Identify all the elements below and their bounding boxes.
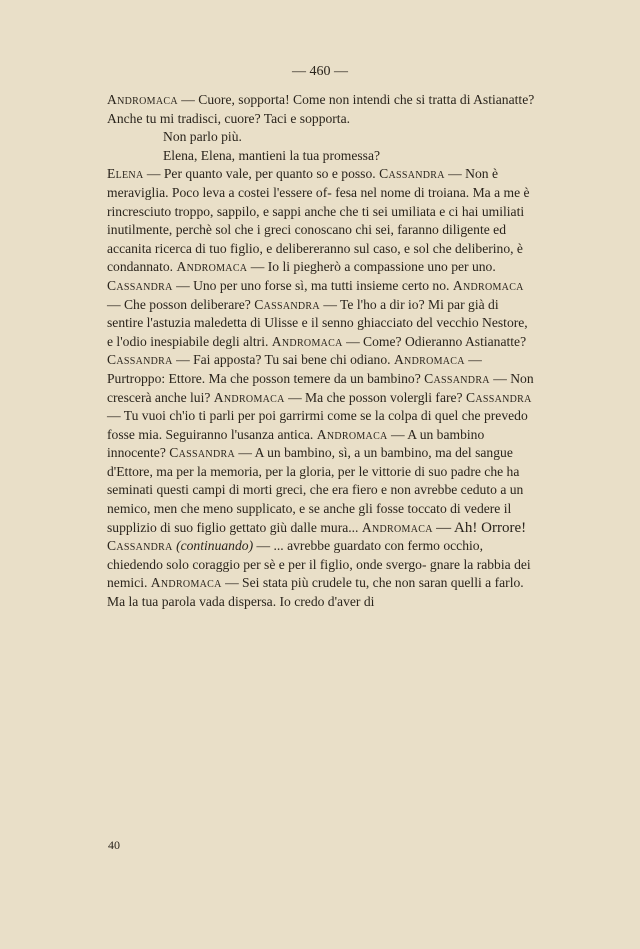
signature-mark: 40 [108,838,120,852]
text-line: sul caso, e sol che deliberino, è condannato. [107,240,523,275]
text-line: fesa nel nome di troiana. Ma a me è rincresciuto troppo, [107,184,530,219]
text-line: Cassandra — Tu vuoi ch'io ti parli per poi garrirmi come se la [107,389,532,424]
speaker-name: Cassandra [254,296,320,312]
text-line: e l'odio inespiabile degli altri. [107,333,269,349]
text-line: Cassandra — Fai apposta? Tu sai bene chi odiano. [107,352,391,368]
speaker-name: Elena [107,166,144,182]
text-line: farlo. Ma la tua parola vada dispersa. Io credo d'aver di [107,575,524,610]
speaker-name: Andromaca [361,519,433,535]
text-line: Andromaca — Che posson deliberare? [107,277,524,312]
text-line: bambino? [367,370,421,386]
text-line: gnare la rabbia dei nemici. [107,556,531,591]
text-body [107,91,537,612]
text-line: supplizio di suo figlio gettato giù dalle mura... [107,519,359,535]
text-line: Andromaca — Purtroppo: Ettore. Ma che posson temere da un [107,352,482,386]
text-line: Cassandra — Te l'ho a dir io? Mi par già di sentire l'astuzia [107,296,499,331]
speaker-name: Cassandra [169,445,235,461]
speaker-name: Cassandra [379,166,445,182]
text-line: Andromaca — Ma che posson volergli fare? [213,389,463,405]
text-line: Andromaca — Sei stata più crudele tu, che non saran quelli a [150,575,492,591]
text-line: Elena, Elena, mantieni la tua promessa? [163,147,381,163]
text-line: Andromaca — Ah! Orrore! [361,519,527,536]
text-line: Cassandra — Non crescerà anche lui? [107,370,534,405]
text-line: meno supplicato, e se anche gli fosse toccato di vedere il [202,501,512,517]
speaker-name: Andromaca [316,426,388,442]
text-line: Elena — Per quanto vale, per quanto so e posso. [107,166,376,182]
text-line: sappilo, e sappi anche che ti sei umiliata e ci hai umiliati [216,203,525,219]
text-line: diligente ed accanita ricerca di tuo figlio, e delibereranno [107,222,506,256]
text-line: Non parlo più. [163,129,242,145]
text-line: Andromaca — A un bambino innocente? [107,426,485,461]
speaker-name: Cassandra [107,352,173,368]
text-line: Cassandra — Non è meraviglia. Poco leva a costei l'essere of- [107,166,498,200]
page-number: — 460 — [292,64,348,79]
speaker-name: Andromaca [213,389,285,405]
speaker-name: Andromaca [176,259,248,275]
text-line: di suo padre che ha seminati questi campi di morti greci, [107,463,520,498]
text-line: Cassandra — Uno per uno forse sì, ma tutti insieme certo no. [107,277,450,293]
text-line: inutilmente, perchè sol che i greci conoscano chi sei, faranno [107,222,439,238]
text-line: Cassandra (continuando) — ... avrebbe guardato con fermo occhio, [107,538,483,554]
text-line: Andromaca — Come? Odieranno Astianatte? [271,333,527,349]
text-line: antica. [277,426,314,442]
text-line: colpa di quel che prevedo fosse mia. Seguiranno l'usanza [107,408,528,442]
text-line: di Astianatte? Anche tu mi tradisci, cuore? Taci e sopporta. [107,92,535,126]
speaker-name: Cassandra [107,538,173,554]
speaker-name: Andromaca [150,575,222,591]
stage-direction: (continuando) [176,538,254,554]
speaker-name: Andromaca [393,352,465,368]
text-line: Andromaca — Cuore, sopporta! Come non intendi che si tratta [107,92,457,107]
speaker-name: Cassandra [424,370,490,386]
speaker-name: Cassandra [466,389,532,405]
text-line: maledetta di Ulisse e il senno ghiacciato del vecchio Nestore, [194,315,528,331]
text-line: che era fiero e non avrebbe ceduto a un nemico, men che [107,482,524,517]
speaker-name: Andromaca [271,333,343,349]
speaker-name: Andromaca [452,277,524,293]
text-line: d'Ettore, ma per la memoria, per la gloria, per le vittorie [107,463,412,479]
text-line: Andromaca — Io li piegherò a compassione uno per uno. [176,259,496,275]
speaker-name: Cassandra [107,277,173,293]
speaker-name: Andromaca [107,92,178,107]
text-line: Cassandra — A un bambino, sì, a un bambino, ma del sangue [169,445,513,461]
text-line: chiedendo solo coraggio per sè e per il figlio, onde svergo- [107,556,427,572]
